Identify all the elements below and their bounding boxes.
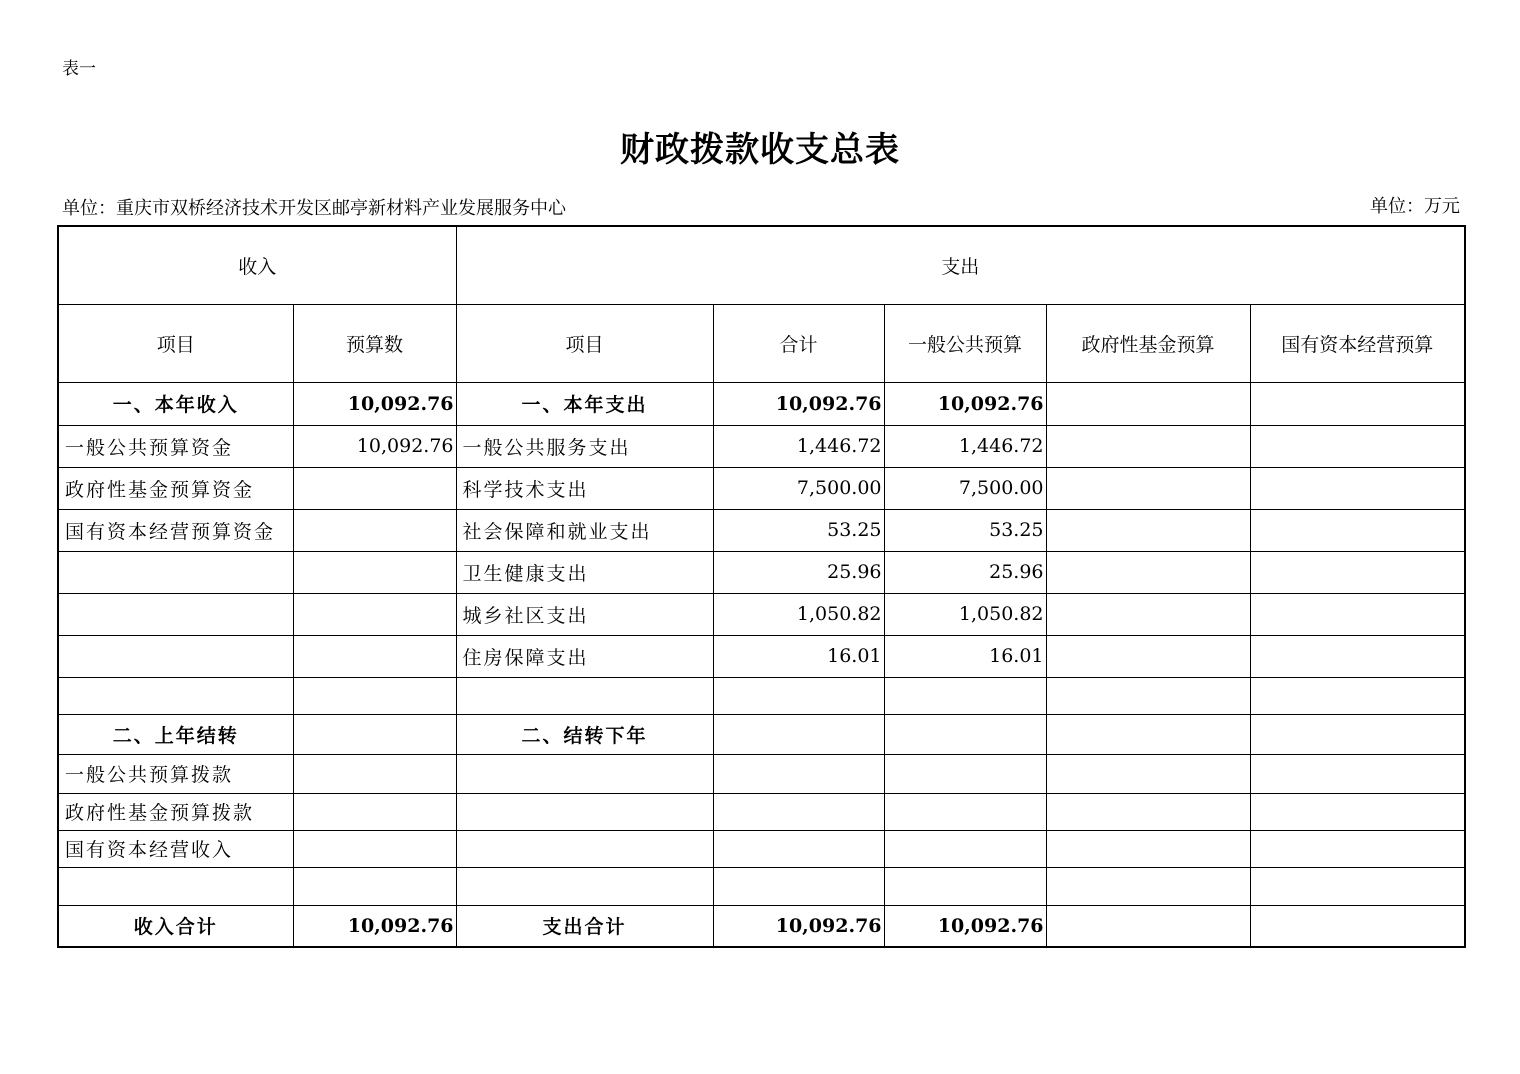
expense-state — [1250, 754, 1465, 793]
table-row — [58, 509, 1465, 551]
expense-general: 1,050.82 — [884, 593, 1046, 635]
table-row — [58, 382, 1465, 425]
expense-total — [713, 793, 884, 830]
expense-total — [713, 867, 884, 905]
income-value — [293, 635, 456, 677]
expense-item: 城乡社区支出 — [456, 593, 713, 635]
expense-general — [884, 754, 1046, 793]
table-row — [58, 793, 1465, 830]
income-item — [58, 677, 293, 714]
table-row — [58, 677, 1465, 714]
expense-general: 53.25 — [884, 509, 1046, 551]
unit-currency: 单位：万元 — [1370, 196, 1460, 217]
expense-fund — [1046, 677, 1250, 714]
expense-fund — [1046, 425, 1250, 467]
expense-item — [456, 677, 713, 714]
expense-state — [1250, 867, 1465, 905]
expense-fund — [1046, 793, 1250, 830]
expense-total: 10,092.76 — [713, 905, 884, 947]
expense-state — [1250, 677, 1465, 714]
expense-state — [1250, 467, 1465, 509]
expense-general: 25.96 — [884, 551, 1046, 593]
expense-state — [1250, 793, 1465, 830]
expense-item: 一般公共服务支出 — [456, 425, 713, 467]
expense-total — [713, 754, 884, 793]
expense-fund — [1046, 382, 1250, 425]
expense-general: 16.01 — [884, 635, 1046, 677]
col-expense-item: 项目 — [456, 304, 713, 382]
col-total: 合计 — [713, 304, 884, 382]
col-state-capital-budget: 国有资本经营预算 — [1250, 304, 1465, 382]
income-total-label: 收入合计 — [58, 905, 293, 947]
income-value — [293, 867, 456, 905]
budget-table — [57, 225, 1466, 948]
expense-fund — [1046, 905, 1250, 947]
expense-state — [1250, 635, 1465, 677]
income-value: 10,092.76 — [293, 425, 456, 467]
income-total-value: 10,092.76 — [293, 905, 456, 947]
expense-general — [884, 867, 1046, 905]
expense-state — [1250, 551, 1465, 593]
table-row — [58, 635, 1465, 677]
expense-fund — [1046, 754, 1250, 793]
expense-state — [1250, 830, 1465, 867]
expense-general — [884, 677, 1046, 714]
table-row — [58, 593, 1465, 635]
expense-item: 二、结转下年 — [456, 714, 713, 754]
income-item — [58, 635, 293, 677]
col-fund-budget: 政府性基金预算 — [1046, 304, 1250, 382]
table-row — [58, 830, 1465, 867]
expense-total-label: 支出合计 — [456, 905, 713, 947]
expense-state — [1250, 714, 1465, 754]
expense-general — [884, 793, 1046, 830]
income-item — [58, 551, 293, 593]
income-value — [293, 467, 456, 509]
expense-item: 卫生健康支出 — [456, 551, 713, 593]
expense-fund — [1046, 714, 1250, 754]
income-item: 一般公共预算拨款 — [58, 754, 293, 793]
expense-total: 7,500.00 — [713, 467, 884, 509]
income-item: 二、上年结转 — [58, 714, 293, 754]
table-row — [58, 714, 1465, 754]
col-income-item: 项目 — [58, 304, 293, 382]
expense-total — [713, 830, 884, 867]
expense-item — [456, 754, 713, 793]
expense-item: 科学技术支出 — [456, 467, 713, 509]
expense-fund — [1046, 551, 1250, 593]
expense-item — [456, 867, 713, 905]
expense-fund — [1046, 509, 1250, 551]
income-value — [293, 793, 456, 830]
expense-item: 一、本年支出 — [456, 382, 713, 425]
expense-total: 10,092.76 — [713, 382, 884, 425]
income-value: 10,092.76 — [293, 382, 456, 425]
expense-general — [884, 714, 1046, 754]
expense-general: 7,500.00 — [884, 467, 1046, 509]
expense-total — [713, 677, 884, 714]
expense-state — [1250, 905, 1465, 947]
expense-state — [1250, 425, 1465, 467]
expense-general: 10,092.76 — [884, 382, 1046, 425]
income-value — [293, 509, 456, 551]
income-item: 政府性基金预算资金 — [58, 467, 293, 509]
table-row — [58, 905, 1465, 947]
table-row — [58, 754, 1465, 793]
expense-header: 支出 — [456, 226, 1465, 304]
col-general-budget: 一般公共预算 — [884, 304, 1046, 382]
expense-fund — [1046, 830, 1250, 867]
expense-total — [713, 714, 884, 754]
expense-total: 1,446.72 — [713, 425, 884, 467]
income-header: 收入 — [58, 226, 456, 304]
expense-item — [456, 793, 713, 830]
expense-state — [1250, 593, 1465, 635]
table-row — [58, 551, 1465, 593]
expense-fund — [1046, 467, 1250, 509]
expense-general — [884, 830, 1046, 867]
table-row — [58, 425, 1465, 467]
page-title: 财政拨款收支总表 — [620, 130, 900, 170]
income-item: 国有资本经营预算资金 — [58, 509, 293, 551]
income-item — [58, 593, 293, 635]
expense-total: 53.25 — [713, 509, 884, 551]
expense-fund — [1046, 635, 1250, 677]
expense-fund — [1046, 593, 1250, 635]
income-item: 国有资本经营收入 — [58, 830, 293, 867]
expense-total: 16.01 — [713, 635, 884, 677]
income-value — [293, 677, 456, 714]
expense-item: 住房保障支出 — [456, 635, 713, 677]
expense-item: 社会保障和就业支出 — [456, 509, 713, 551]
income-value — [293, 593, 456, 635]
expense-total: 25.96 — [713, 551, 884, 593]
expense-general: 1,446.72 — [884, 425, 1046, 467]
income-value — [293, 830, 456, 867]
income-item: 一、本年收入 — [58, 382, 293, 425]
income-item — [58, 867, 293, 905]
expense-general: 10,092.76 — [884, 905, 1046, 947]
expense-total: 1,050.82 — [713, 593, 884, 635]
expense-item — [456, 830, 713, 867]
income-value — [293, 754, 456, 793]
table-number: 表一 — [62, 59, 96, 79]
table-row — [58, 467, 1465, 509]
col-income-budget: 预算数 — [293, 304, 456, 382]
expense-state — [1250, 382, 1465, 425]
income-value — [293, 551, 456, 593]
income-item: 政府性基金预算拨款 — [58, 793, 293, 830]
table-row — [58, 867, 1465, 905]
unit-organization: 单位：重庆市双桥经济技术开发区邮亭新材料产业发展服务中心 — [62, 198, 566, 219]
expense-fund — [1046, 867, 1250, 905]
expense-state — [1250, 509, 1465, 551]
income-item: 一般公共预算资金 — [58, 425, 293, 467]
income-value — [293, 714, 456, 754]
